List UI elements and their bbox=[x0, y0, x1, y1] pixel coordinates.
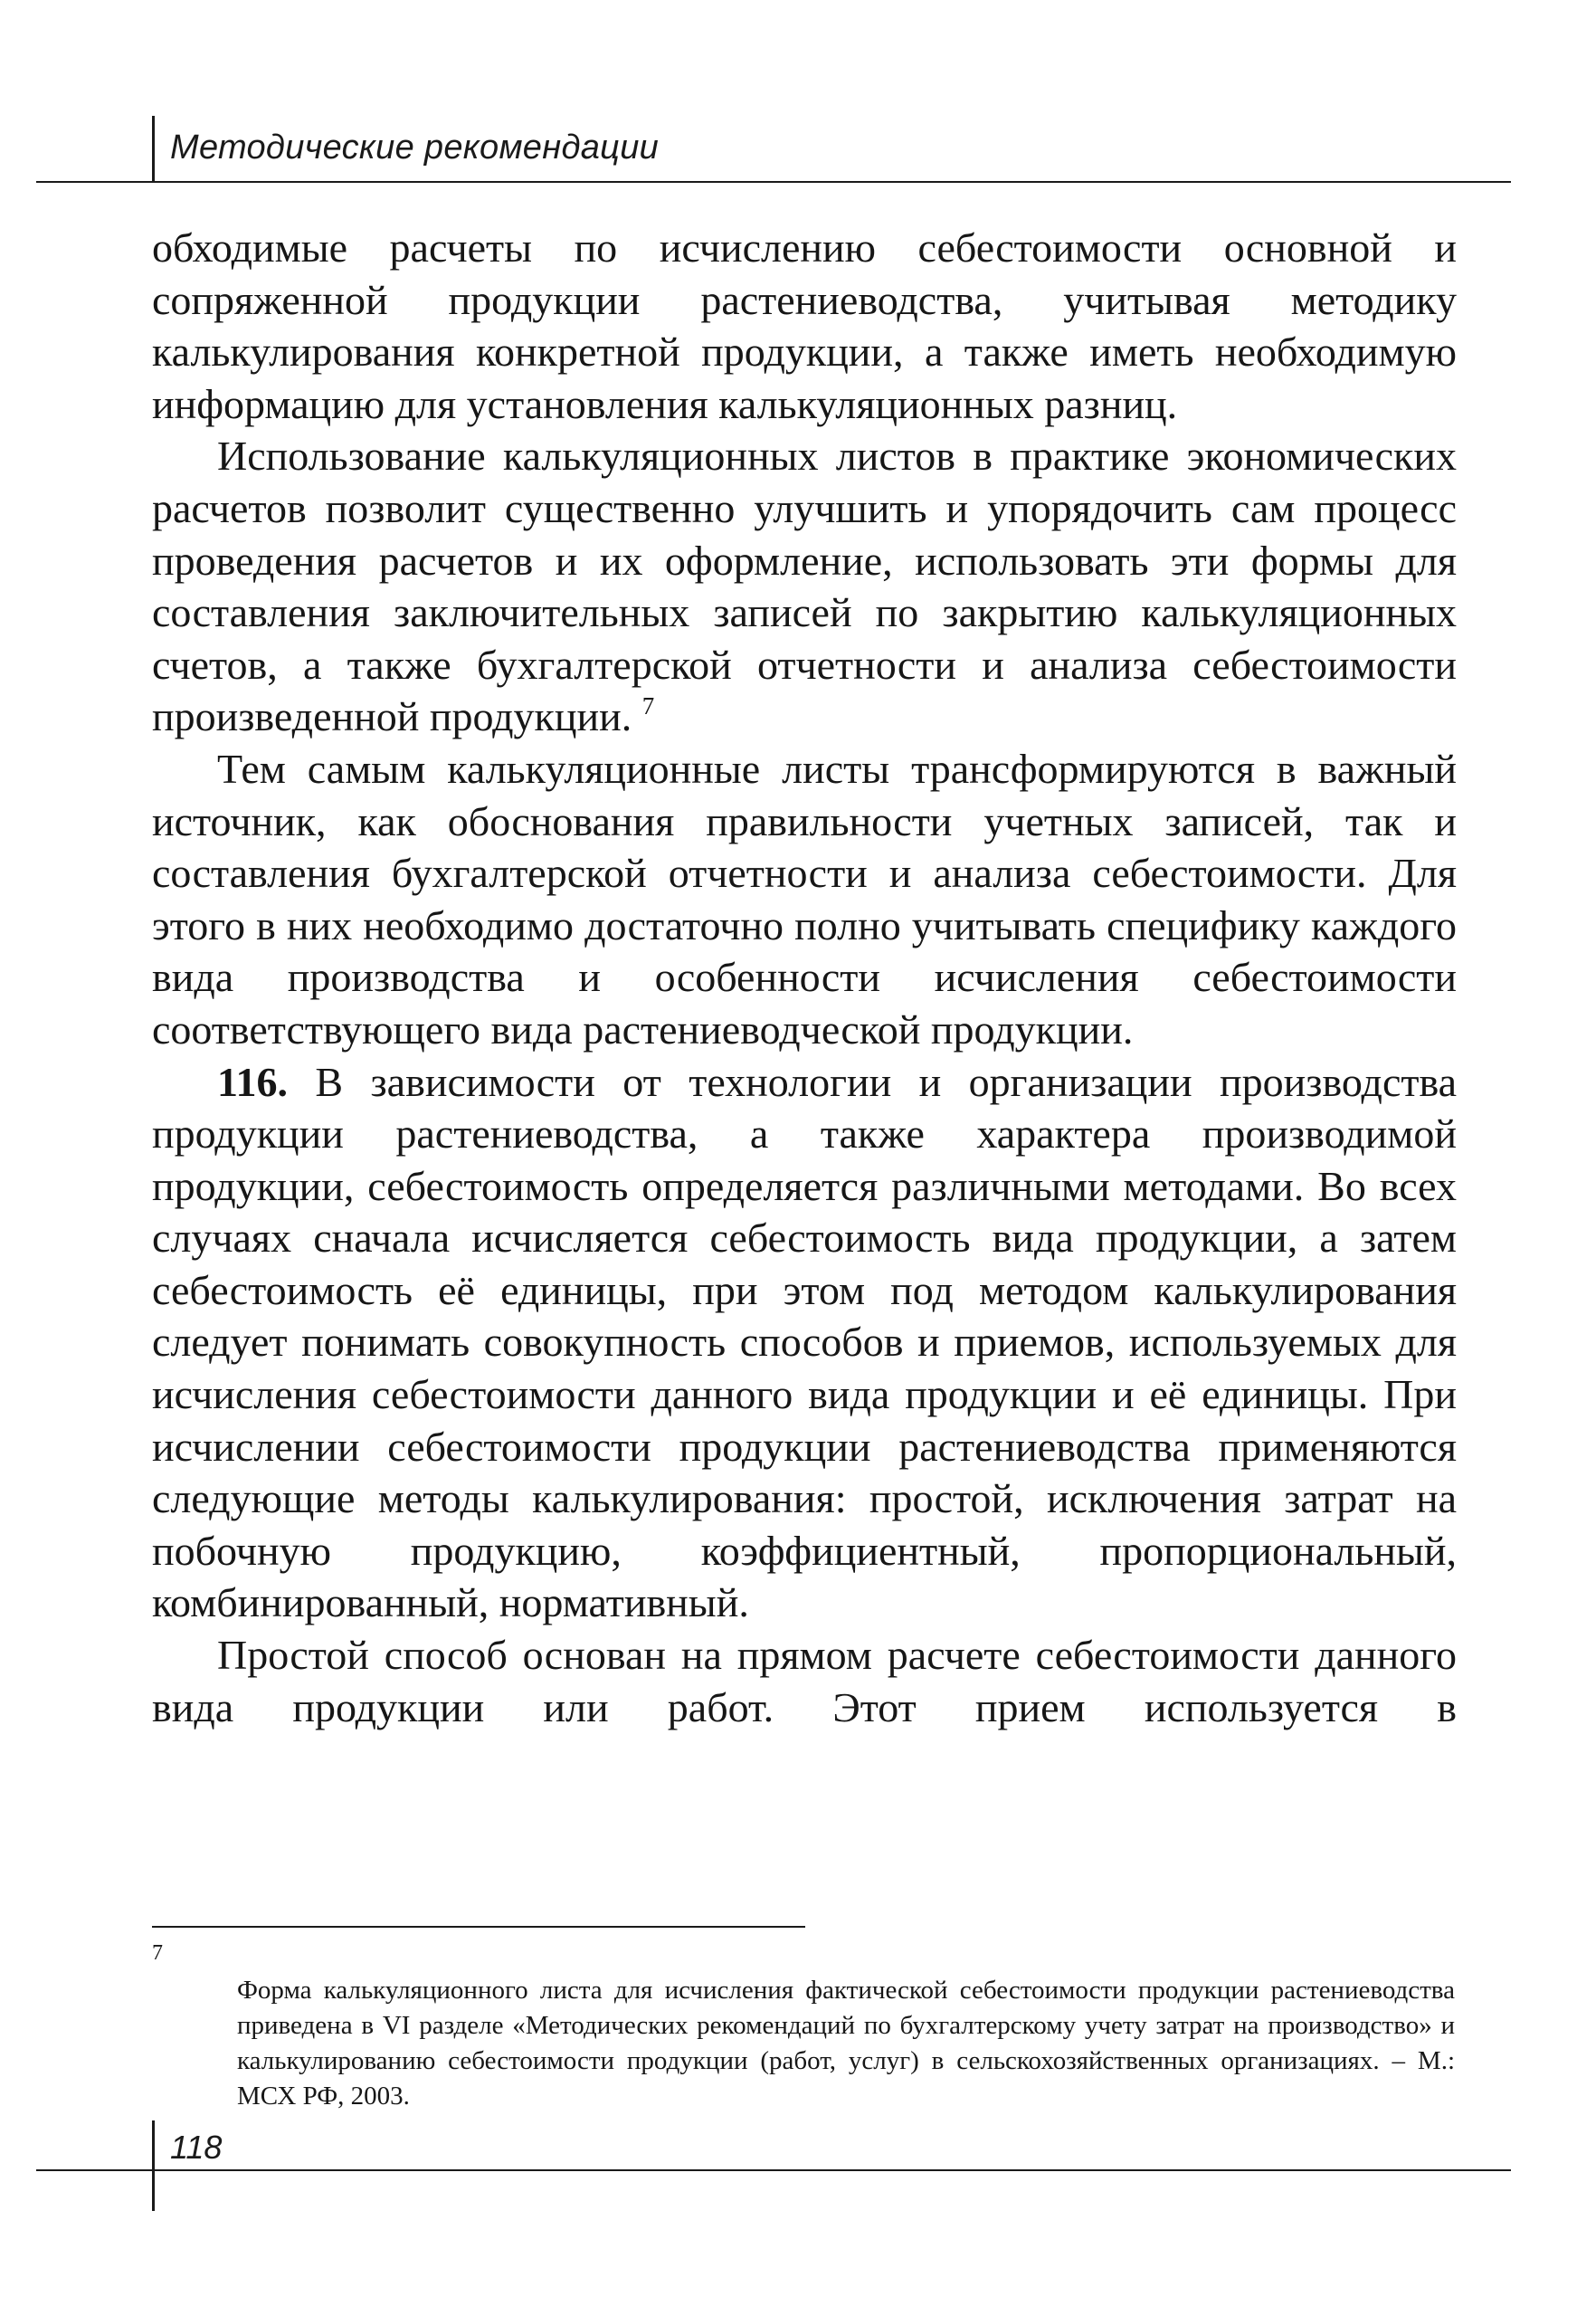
paragraph-transformation bbox=[152, 743, 1457, 1056]
footnote-reference: 7 bbox=[641, 692, 655, 720]
section-116 bbox=[152, 1056, 1457, 1630]
paragraph-text: Простой способ основан на прямом расчете себестоимости данного вида продукции или работ. Этот прием используется в bbox=[152, 1632, 1457, 1730]
footnote-mark: 7 bbox=[152, 1941, 163, 1965]
paragraph-text: В зависимости от технологии и организации производства продукции растениеводства, а также характера производимой продукции, себестоимость определяется различными методами. Во всех случаях сначала исчисляется себестоимость вида продукции, а затем себестоимость её единицы, при этом под методом калькулирования следует понимать совокупность способов и приемов, используемых для исчисления себестоимости данного вида продукции и её единицы. При исчислении себестоимости продукции растениеводства применяются следующие методы калькулирования: простой, исключения затрат на побочную продукцию, коэффициентный, пропорциональный, комбинированный, нормативный. bbox=[152, 1058, 1458, 1626]
section-number: 116. bbox=[217, 1058, 288, 1105]
footnote-separator bbox=[152, 1926, 805, 1928]
paragraph-calculation-sheets bbox=[152, 430, 1457, 743]
header-vertical-rule bbox=[152, 116, 155, 183]
paragraph-continuation bbox=[152, 222, 1457, 430]
folio-vertical-rule bbox=[152, 2120, 155, 2211]
paragraph-text: Использование калькуляционных листов в практике экономических расчетов позволит существенно улучшить и упорядочить сам процесс проведения расчетов и их оформление, использовать эти формы для составления заключительных записей по закрытию калькуляционных счетов, а также бухгалтерской отчетности и анализа себестоимости произведенной продукции. bbox=[152, 433, 1457, 740]
running-header-title: Методические рекомендации bbox=[170, 129, 660, 167]
paragraph-text: Тем самым калькуляционные листы трансформируются в важный источник, как обоснования правильности учетных записей, так и составления бухгалтерской отчетности и анализа себестоимости. Для этого в них необходимо достаточно полно учитывать специфику каждого вида производства и особенности исчисления себестоимости соответствующего вида растениеводческой продукции. bbox=[152, 745, 1457, 1053]
main-text bbox=[152, 222, 1457, 1733]
folio-horizontal-rule bbox=[36, 2169, 1511, 2171]
page-number: 118 bbox=[170, 2129, 223, 2166]
footnote-text: Форма калькуляционного листа для исчисления фактической себестоимости продукции растениеводства приведена в VI разделе «Методических рекомендаций по бухгалтерскому учету затрат на производство» и калькулированию себестоимости продукции (работ, услуг) в сельскохозяйственных организациях. – М.: МСХ РФ, 2003. bbox=[237, 1976, 1455, 2111]
paragraph-simple-method bbox=[152, 1629, 1457, 1733]
header-horizontal-rule bbox=[36, 181, 1511, 183]
paragraph-text: обходимые расчеты по исчислению себестоимости основной и сопряженной продукции растениеводства, учитывая методику калькулирования конкретной продукции, а также иметь необходимую информацию для установления калькуляционных разниц. bbox=[152, 224, 1457, 427]
